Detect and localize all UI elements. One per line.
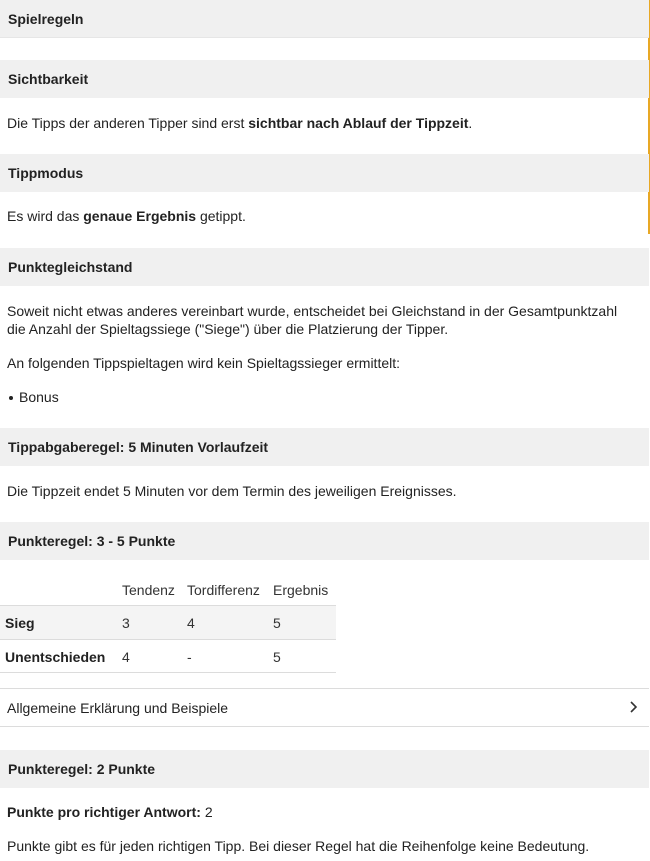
points-rule-2-text: Punkte gibt es für jeden richtigen Tipp. Bei dieser Regel hat die Reihenfolge keine Bedeutung. — [7, 838, 590, 854]
points-per-answer-label: Punkte pro richtiger Antwort: — [7, 804, 201, 820]
table-header-ergebnis: Ergebnis — [273, 582, 329, 598]
visibility-text-start: Die Tipps der anderen Tipper sind erst — [7, 115, 249, 131]
section-header-points-rule: Punkteregel: 3 - 5 Punkte — [0, 522, 649, 560]
points-per-answer-value: 2 — [200, 804, 213, 820]
section-header-deadline: Tippabgaberegel: 5 Minuten Vorlaufzeit — [0, 428, 649, 466]
table-header-tordifferenz: Tordifferenz — [187, 582, 260, 598]
mode-text-start: Es wird das — [7, 208, 84, 224]
table-cell: 3 — [122, 615, 130, 631]
visibility-text — [7, 114, 647, 132]
mode-text-bold: genaue Ergebnis — [83, 208, 197, 224]
section-header-rules: Spielregeln — [0, 0, 649, 38]
points-per-answer — [7, 803, 647, 821]
section-header-visibility: Sichtbarkeit — [0, 60, 649, 98]
table-cell: - — [187, 649, 192, 665]
table-row-label-sieg: Sieg — [5, 615, 35, 631]
tie-text-line1: Soweit nicht etwas anderes vereinbart wurde, entscheidet bei Gleichstand in der Gesamtpunktzahl — [7, 303, 618, 319]
bullet-icon — [9, 396, 13, 400]
mode-text-end: getippt. — [196, 208, 246, 224]
section-header-points-rule-2: Punkteregel: 2 Punkte — [0, 750, 649, 788]
mode-text — [7, 207, 647, 225]
table-cell: 4 — [122, 649, 130, 665]
row-divider — [0, 672, 336, 673]
section-header-tie: Punktegleichstand — [0, 248, 649, 286]
table-cell: 4 — [187, 615, 195, 631]
row-divider — [0, 639, 336, 640]
tie-bullet-item — [9, 388, 649, 406]
chevron-right-icon — [629, 698, 639, 716]
table-row-label-unentschieden: Unentschieden — [5, 649, 106, 665]
table-cell: 5 — [273, 649, 281, 665]
explanation-link[interactable] — [0, 688, 649, 727]
table-cell: 5 — [273, 615, 281, 631]
table-header-tendenz: Tendenz — [122, 582, 175, 598]
tie-bullet-label: Bonus — [19, 389, 59, 405]
visibility-text-end: . — [468, 115, 473, 131]
divider — [0, 37, 649, 38]
tie-text-line2: die Anzahl der Spieltagssiege ("Siege") über die Platzierung der Tipper. — [7, 321, 449, 337]
deadline-text: Die Tippzeit endet 5 Minuten vor dem Termin des jeweiligen Ereignisses. — [7, 483, 457, 499]
visibility-text-bold: sichtbar nach Ablauf der Tippzeit — [248, 115, 469, 131]
section-header-mode: Tippmodus — [0, 154, 649, 192]
explanation-link-label: Allgemeine Erklärung und Beispiele — [7, 700, 229, 716]
table-row-shade — [0, 606, 336, 639]
tie-text-line3: An folgenden Tippspieltagen wird kein Spieltagssieger ermittelt: — [7, 355, 401, 371]
